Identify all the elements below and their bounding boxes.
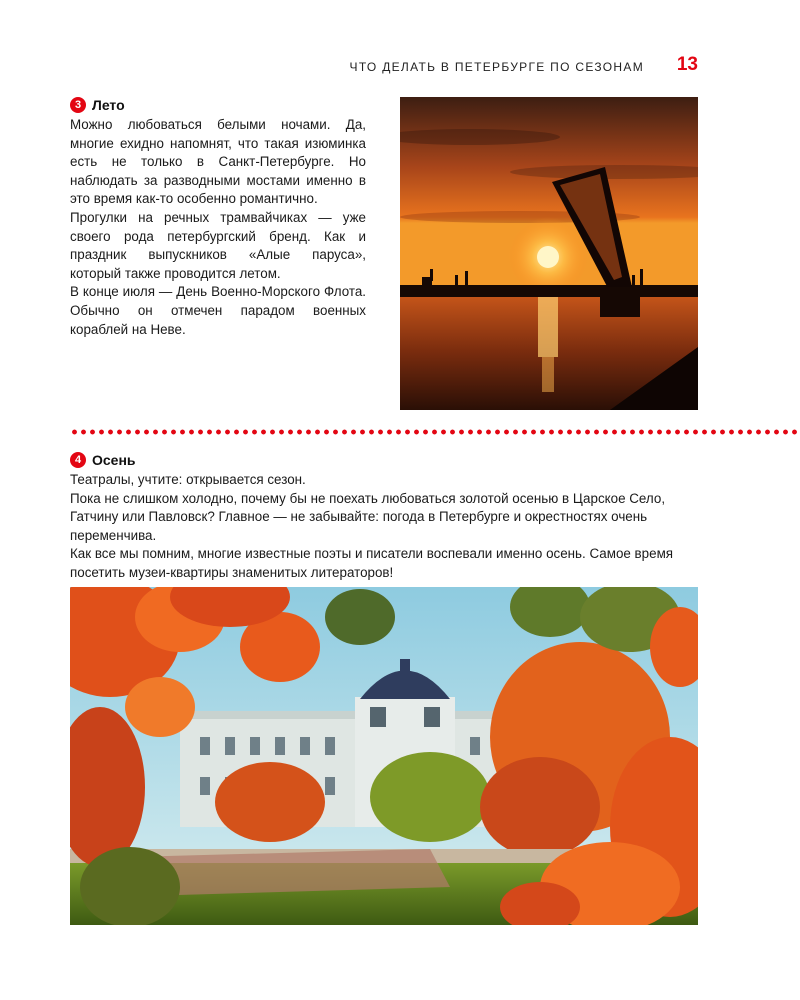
paragraph: Можно любоваться белыми ночами. Да, многие ехидно напомнят, что такая изюминка есть не только в Санкт-Петербурге. Но наблюдать за разводными мостами именно в это время как-то особенно романтично. [70, 117, 366, 207]
page-number: 13 [676, 54, 698, 75]
paragraph: Прогулки на речных трамвайчиках — уже своего рода петербургский бренд. Как и праздник выпускников «Алые паруса», который также проводится летом. [70, 209, 366, 281]
section-title: Осень [92, 452, 136, 468]
running-title: ЧТО ДЕЛАТЬ В ПЕТЕРБУРГЕ ПО СЕЗОНАМ [349, 60, 644, 74]
autumn-text [70, 471, 700, 583]
paragraph: Пока не слишком холодно, почему бы не поехать любоваться золотой осенью в Царское Село, Гатчину или Павловск? Главное — не забывайте: погода в Петербурге и окрестностях очень переменчива. [70, 490, 666, 543]
paragraph: Как все мы помним, многие известные поэты и писатели воспевали именно осень. Самое время посетить музеи-квартиры знаменитых литераторов! [70, 546, 674, 580]
summer-text [70, 116, 366, 339]
section-title: Лето [92, 97, 125, 113]
autumn-section-heading [70, 452, 136, 468]
section-number-badge: 4 [70, 452, 86, 468]
paragraph: В конце июля — День Военно-Морского Флота. Обычно он отмечен парадом военных кораблей на Неве. [70, 284, 366, 337]
drawbridge-sunset-photo [400, 97, 698, 410]
summer-section-heading [70, 97, 125, 113]
autumn-palace-photo [70, 587, 698, 925]
section-number-badge: 3 [70, 97, 86, 113]
paragraph: Театралы, учтите: открывается сезон. [70, 472, 306, 487]
running-head [300, 54, 700, 81]
dotted-divider [70, 428, 800, 436]
